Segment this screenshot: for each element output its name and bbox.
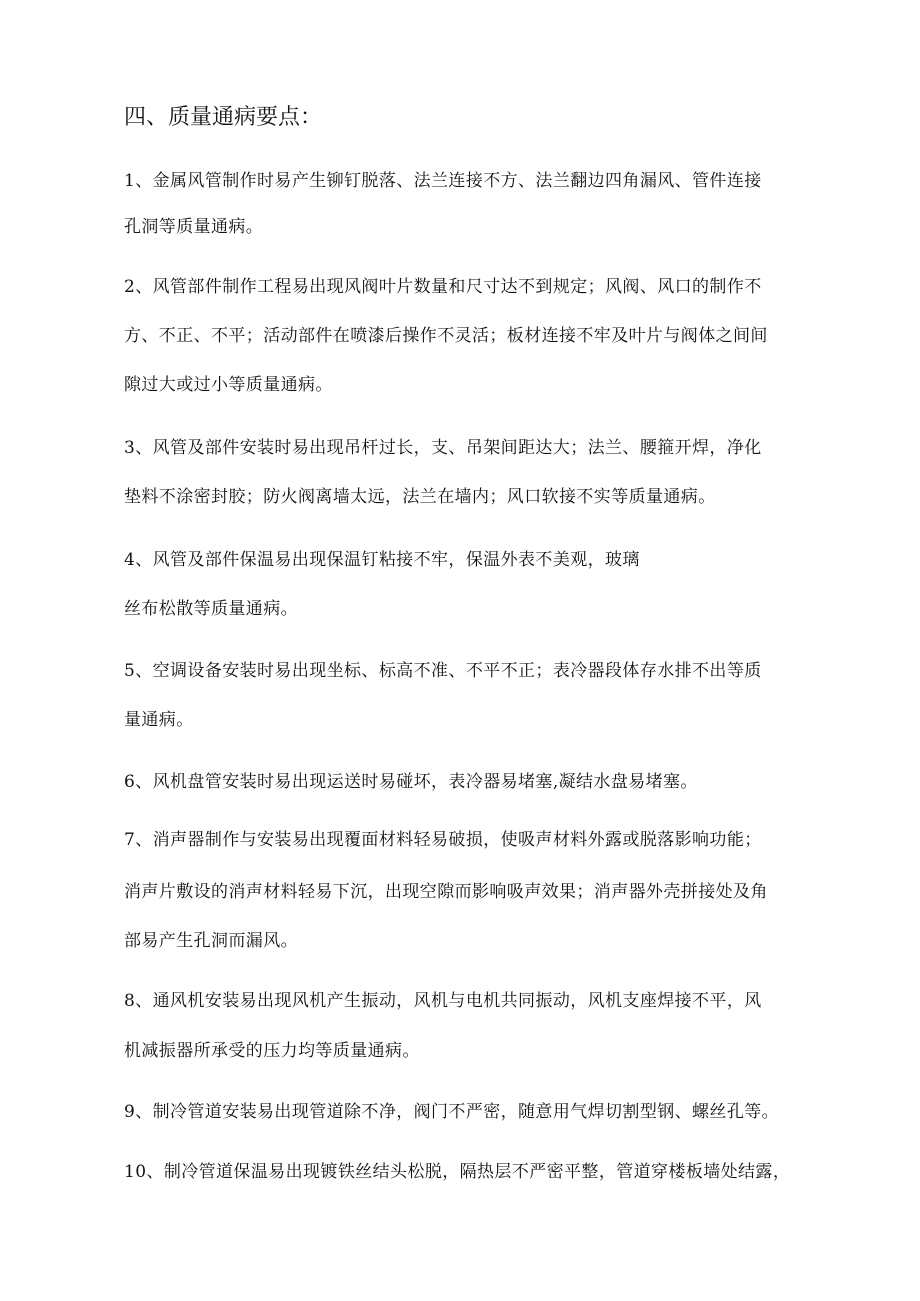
text-line: 隙过大或过小等质量通病。 <box>124 375 333 395</box>
text-line: 10、制冷管道保温易出现镀铁丝结头松脱，隔热层不严密平整，管道穿楼板墙处结露， <box>124 1162 791 1182</box>
text-line: 2、风管部件制作工程易出现风阀叶片数量和尺寸达不到规定；风阀、风口的制作不 <box>124 277 762 297</box>
text-line: 8、通风机安装易出现风机产生振动，风机与电机共同振动，风机支座焊接不平，风 <box>124 991 762 1011</box>
text-line: 量通病。 <box>124 710 194 730</box>
text-line: 机减振器所承受的压力均等质量通病。 <box>124 1041 420 1061</box>
section-heading: 四、质量通病要点： <box>124 105 323 130</box>
text-line: 垫料不涂密封胶；防火阀离墙太远，法兰在墙内；风口软接不实等质量通病。 <box>124 487 716 507</box>
text-line: 4、风管及部件保温易出现保温钉粘接不牢，保温外表不美观，玻璃 <box>124 550 640 570</box>
text-line: 1、金属风管制作时易产生铆钉脱落、法兰连接不方、法兰翻边四角漏风、管件连接 <box>124 171 762 191</box>
text-line: 方、不正、不平；活动部件在喷漆后操作不灵活；板材连接不牢及叶片与阀体之间间 <box>124 326 768 346</box>
text-line: 部易产生孔洞而漏风。 <box>124 931 298 951</box>
text-line: 丝布松散等质量通病。 <box>124 599 298 619</box>
text-line: 9、制冷管道安装易出现管道除不净，阀门不严密，随意用气焊切割型钢、螺丝孔等。 <box>124 1102 780 1122</box>
text-line: 3、风管及部件安装时易出现吊杆过长，支、吊架间距达大；法兰、腰箍开焊，净化 <box>124 438 762 458</box>
text-line: 6、风机盘管安装时易出现运送时易碰坏，表冷器易堵塞,凝结水盘易堵塞。 <box>124 772 698 792</box>
text-line: 消声片敷设的消声材料轻易下沉，出现空隙而影响吸声效果；消声器外壳拼接处及角 <box>124 882 768 902</box>
text-line: 7、消声器制作与安装易出现覆面材料轻易破损，使吸声材料外露或脱落影响功能； <box>124 830 762 850</box>
text-line: 5、空调设备安装时易出现坐标、标高不准、不平不正；表冷器段体存水排不出等质 <box>124 661 762 681</box>
text-line: 孔洞等质量通病。 <box>124 217 264 237</box>
